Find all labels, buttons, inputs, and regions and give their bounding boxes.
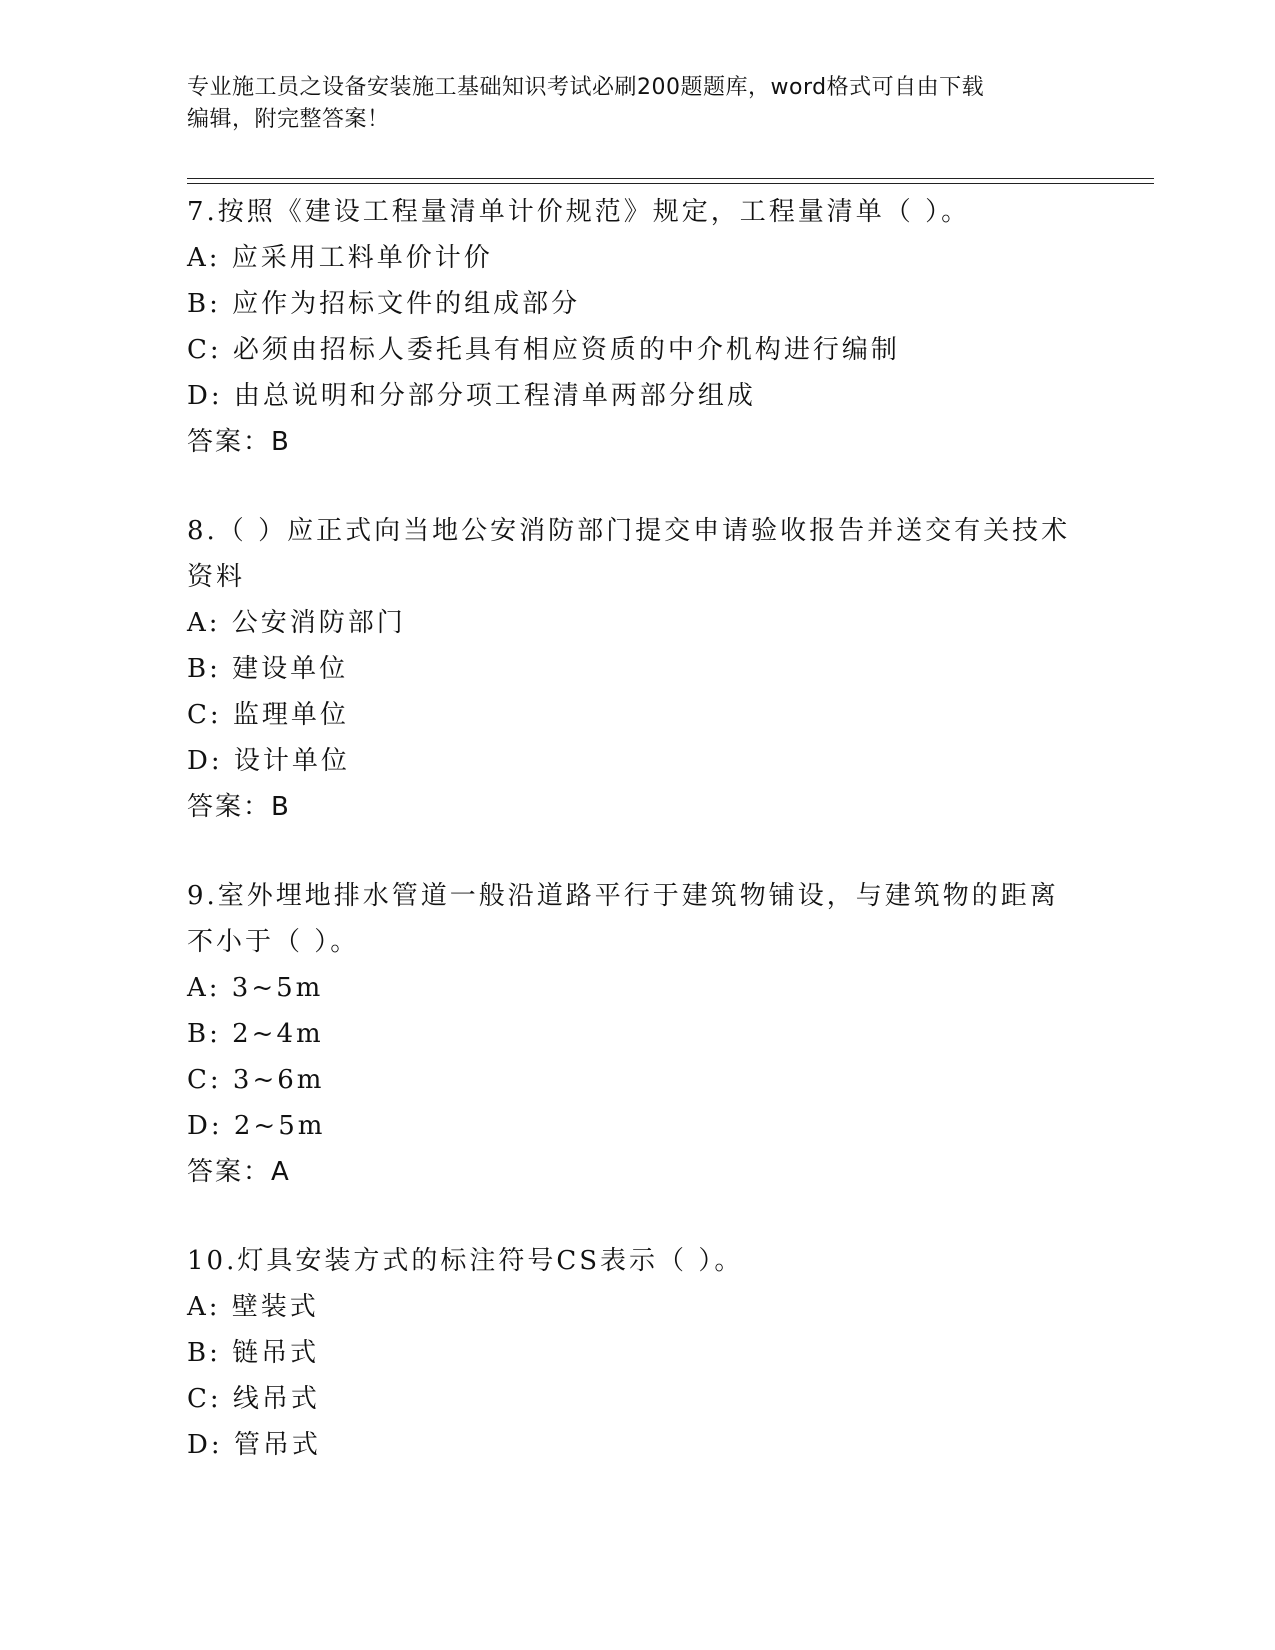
header-divider-bottom [187,183,1154,184]
question-9 [187,873,1087,1195]
option-b: B: 2~4m [187,1019,324,1049]
question-stem: 10.灯具安装方式的标注符号CS表示（ ）。 [187,1246,744,1276]
option-a: A: 3~5m [187,973,324,1003]
question-8 [187,508,1087,830]
option-d: D: 2~5m [187,1111,326,1141]
option-a: A: 壁装式 [187,1292,319,1322]
question-stem: 9.室外埋地排水管道一般沿道路平行于建筑物铺设，与建筑物的距离 [187,881,1059,911]
option-c: C: 3~6m [187,1065,325,1095]
header-divider-top [187,178,1154,179]
answer: 答案：A [187,1157,291,1187]
option-b: B: 应作为招标文件的组成部分 [187,289,581,319]
answer: 答案：B [187,427,291,457]
question-7 [187,189,1087,465]
option-a: A: 公安消防部门 [187,608,406,638]
option-d: D: 管吊式 [187,1430,321,1460]
option-a: A: 应采用工料单价计价 [187,243,493,273]
question-stem-continued: 不小于（ ）。 [187,927,360,957]
question-10 [187,1238,1087,1468]
option-d: D: 由总说明和分部分项工程清单两部分组成 [187,381,756,411]
answer: 答案：B [187,792,291,822]
question-stem-continued: 资料 [187,562,246,592]
option-c: C: 线吊式 [187,1384,320,1414]
option-b: B: 建设单位 [187,654,349,684]
option-c: C: 监理单位 [187,700,349,730]
option-c: C: 必须由招标人委托具有相应资质的中介机构进行编制 [187,335,900,365]
question-stem: 8.（ ）应正式向当地公安消防部门提交申请验收报告并送交有关技术 [187,516,1071,546]
question-stem: 7.按照《建设工程量清单计价规范》规定，工程量清单（ ）。 [187,197,971,227]
document-header [187,72,1087,136]
header-line-1: 专业施工员之设备安装施工基础知识考试必刷200题题库，word格式可自由下载 [187,75,985,100]
option-b: B: 链吊式 [187,1338,320,1368]
option-d: D: 设计单位 [187,746,350,776]
header-line-2: 编辑，附完整答案！ [187,107,390,132]
